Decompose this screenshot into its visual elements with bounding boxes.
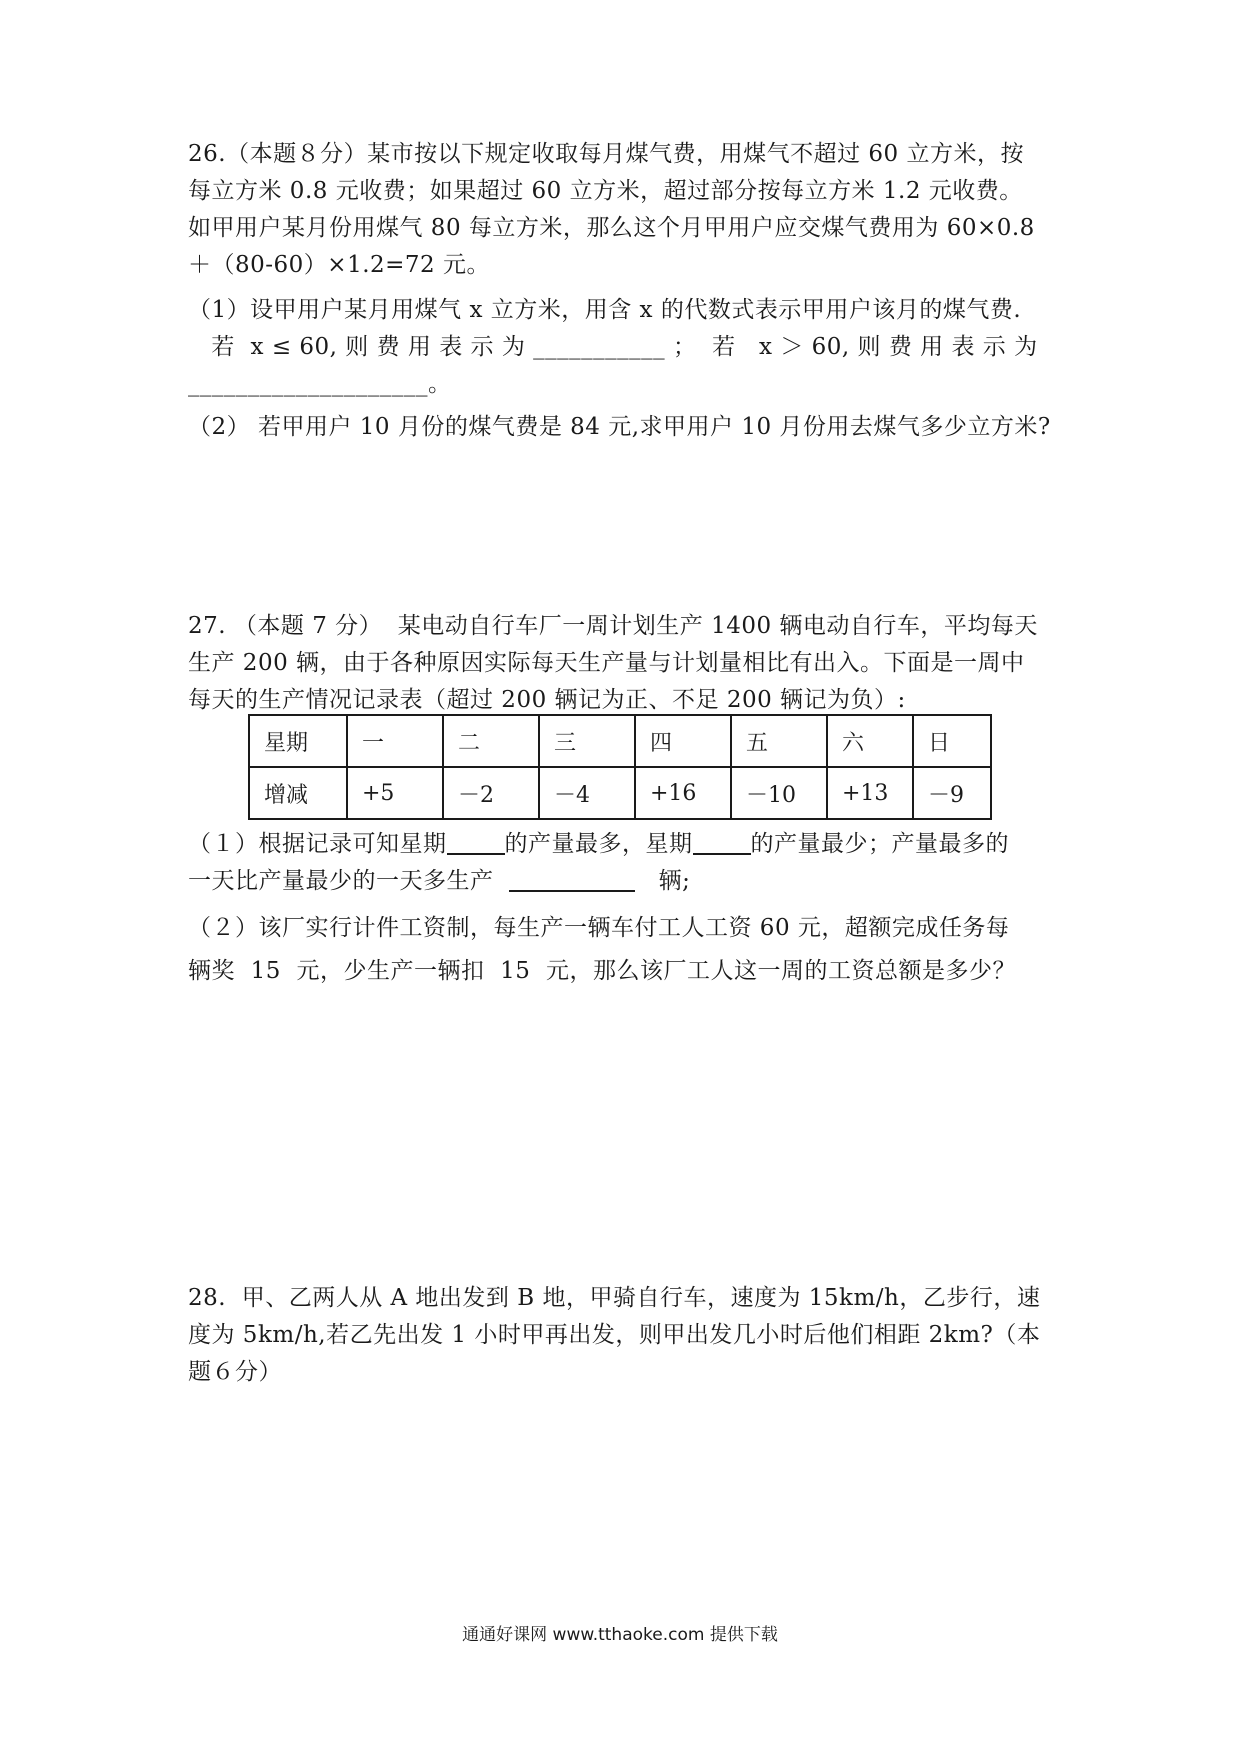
q27-line-2: 生产 200 辆，由于各种原因实际每天生产量与计划量相比有出入。下面是一周中 xyxy=(188,650,1025,676)
q28-line-3: 题６分） xyxy=(188,1359,282,1385)
q27-part-2-line-1: （２）该厂实行计件工资制，每生产一辆车付工人工资 60 元，超额完成任务每 xyxy=(188,915,1010,941)
q27-part-1-text-a: （１）根据记录可知星期 xyxy=(188,831,447,857)
q27-line-1: 27. （本题 7 分） 某电动自行车厂一周计划生产 1400 辆电动自行车，平均每天 xyxy=(188,613,1038,639)
q26-part-1: （1）设甲用户某月用煤气 x 立方米，用含 x 的代数式表示甲用户该月的煤气费. xyxy=(188,297,1022,323)
table-cell: －4 xyxy=(539,767,635,819)
q27-part-2-line-2: 辆奖 15 元，少生产一辆扣 15 元，那么该厂工人这一周的工资总额是多少？ xyxy=(188,958,1017,984)
table-cell: 五 xyxy=(731,715,827,767)
question-26 xyxy=(188,136,1056,446)
q26-part-1-blank-2: ____________________。 xyxy=(188,371,452,397)
q28-line-2: 度为 5km/h,若乙先出发 1 小时甲再出发，则甲出发几小时后他们相距 2km?（本 xyxy=(188,1322,1041,1348)
answer-blank[interactable] xyxy=(447,827,505,855)
q26-part-2: （2） 若甲用户 10 月份的煤气费是 84 元,求甲用户 10 月份用去煤气多少立方米? xyxy=(188,414,1051,440)
q27-part-1-text-e: 辆; xyxy=(658,868,691,894)
table-cell: －2 xyxy=(443,767,539,819)
table-cell: －10 xyxy=(731,767,827,819)
table-cell: －9 xyxy=(913,767,991,819)
question-28 xyxy=(188,1280,1056,1391)
page-footer: 通通好课网 www.tthaoke.com 提供下载 xyxy=(462,1625,778,1645)
table-row xyxy=(249,767,991,819)
table-cell: 三 xyxy=(539,715,635,767)
q28-line-1: 28. 甲、乙两人从 A 地出发到 B 地，甲骑自行车，速度为 15km/h，乙步行，速 xyxy=(188,1285,1041,1311)
table-cell: 四 xyxy=(635,715,731,767)
table-cell: 增减 xyxy=(249,767,347,819)
question-27-parts xyxy=(188,826,1056,990)
table-cell: 二 xyxy=(443,715,539,767)
answer-blank[interactable] xyxy=(509,864,635,892)
q26-line-4: ＋（80-60）×1.2=72 元。 xyxy=(188,252,491,278)
table-cell: 一 xyxy=(347,715,443,767)
table-cell: 日 xyxy=(913,715,991,767)
table-cell: +5 xyxy=(347,767,443,819)
q26-part-1-blanks: 若 x ≤ 60, 则 费 用 表 示 为 ___________ ； 若 x ＞ 60, 则 费 用 表 示 为 xyxy=(188,334,1038,360)
question-27 xyxy=(188,608,1056,719)
q27-part-1-text-b: 的产量最多，星期 xyxy=(504,831,693,857)
table-cell: +16 xyxy=(635,767,731,819)
q26-line-2: 每立方米 0.8 元收费；如果超过 60 立方米，超过部分按每立方米 1.2 元收费。 xyxy=(188,178,1023,204)
table-cell: 星期 xyxy=(249,715,347,767)
table-header-row xyxy=(249,715,991,767)
q27-part-1-text-c: 的产量最少；产量最多的 xyxy=(750,831,1009,857)
q27-part-1-line-1 xyxy=(188,826,1056,863)
q26-line-1: 26.（本题８分）某市按以下规定收取每月煤气费，用煤气不超过 60 立方米，按 xyxy=(188,141,1024,167)
table-cell: +13 xyxy=(827,767,913,819)
q27-part-1-line-2 xyxy=(188,863,1056,900)
answer-blank[interactable] xyxy=(693,827,751,855)
table-cell: 六 xyxy=(827,715,913,767)
production-record-table xyxy=(248,714,992,820)
q27-line-3: 每天的生产情况记录表（超过 200 辆记为正、不足 200 辆记为负）: xyxy=(188,687,906,713)
q26-line-3: 如甲用户某月份用煤气 80 每立方米，那么这个月甲用户应交煤气费用为 60×0.8 xyxy=(188,215,1035,241)
q27-part-1-text-d: 一天比产量最少的一天多生产 xyxy=(188,868,494,894)
